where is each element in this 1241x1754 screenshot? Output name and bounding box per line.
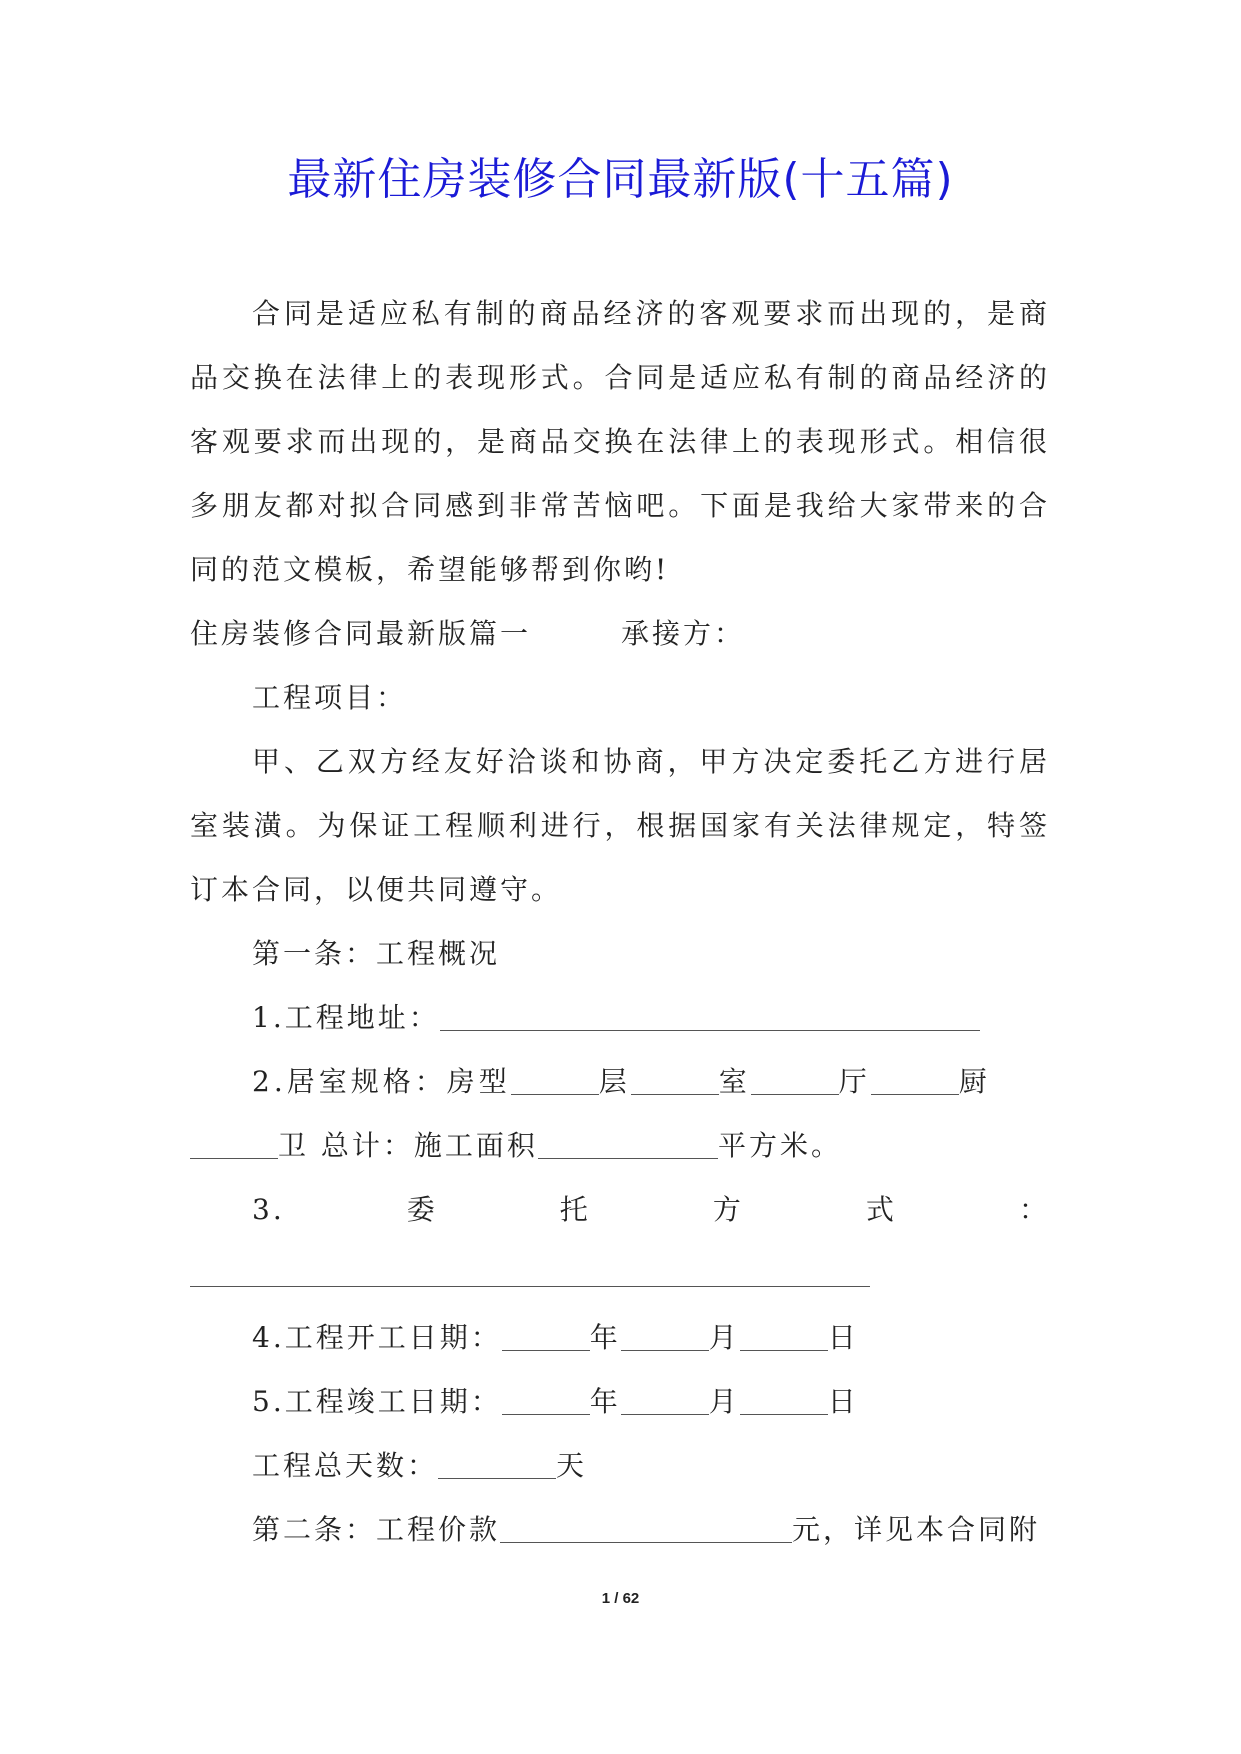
item-3-char: 委	[406, 1193, 438, 1226]
area-unit: 平方米。	[717, 1129, 842, 1162]
blank	[621, 1386, 709, 1415]
item-2-line	[190, 1050, 1050, 1114]
month-label: 月	[708, 1385, 740, 1418]
day-label: 日	[827, 1385, 859, 1418]
document-body	[190, 282, 1050, 1562]
blank	[511, 1066, 599, 1095]
item-1-label: 1.工程地址：	[252, 1001, 440, 1034]
item-2-continued	[190, 1114, 1050, 1178]
project-label: 工程项目：	[252, 681, 408, 714]
days-unit: 天	[556, 1449, 588, 1482]
year-label: 年	[589, 1385, 621, 1418]
address-blank	[440, 1002, 980, 1031]
article-2-line	[190, 1498, 1050, 1562]
year-label: 年	[589, 1321, 621, 1354]
section-heading-line	[190, 602, 1050, 666]
bath-label: 卫	[278, 1129, 310, 1162]
blank	[438, 1450, 556, 1479]
document-title: 最新住房装修合同最新版(十五篇)	[287, 154, 954, 205]
item-1-line	[190, 986, 1050, 1050]
floor-label: 层	[598, 1065, 631, 1098]
item-3-line	[190, 1178, 1050, 1242]
item-2-label: 2.居室规格：房型	[252, 1065, 511, 1098]
page-number: 1 / 62	[601, 1590, 640, 1607]
article-2-label: 第二条：工程价款	[252, 1513, 501, 1546]
hall-label: 厅	[838, 1065, 871, 1098]
blank	[740, 1386, 828, 1415]
item-4-line	[190, 1306, 1050, 1370]
room-label: 室	[718, 1065, 751, 1098]
total-days-line	[190, 1434, 1050, 1498]
item-3-char: 式	[865, 1193, 897, 1226]
blank	[871, 1066, 959, 1095]
day-label: 日	[827, 1321, 859, 1354]
contractor-label: 承接方：	[621, 617, 746, 650]
commission-method-blank	[190, 1258, 870, 1287]
item-5-line	[190, 1370, 1050, 1434]
end-date-label: 5.工程竣工日期：	[252, 1385, 502, 1418]
blank	[190, 1130, 278, 1159]
agreement-paragraph: 甲、乙双方经友好洽谈和协商，甲方决定委托乙方进行居室装潢。为保证工程顺利进行，根据国家有关法律规定，特签订本合同，以便共同遵守。	[190, 745, 1050, 906]
total-days-label: 工程总天数：	[252, 1449, 439, 1482]
kitchen-label: 厨	[958, 1065, 991, 1098]
blank	[502, 1386, 590, 1415]
item-3-colon: ：	[1018, 1193, 1050, 1226]
item-3-blank-line	[190, 1242, 1050, 1306]
month-label: 月	[708, 1321, 740, 1354]
blank	[621, 1322, 709, 1351]
total-area-label: 总计：施工面积	[320, 1129, 538, 1162]
blank	[502, 1322, 590, 1351]
price-blank	[500, 1514, 792, 1543]
blank	[751, 1066, 839, 1095]
item-3-char: 方	[712, 1193, 744, 1226]
article-2-tail: 元，详见本合同附	[792, 1513, 1041, 1546]
blank	[631, 1066, 719, 1095]
start-date-label: 4.工程开工日期：	[252, 1321, 502, 1354]
section-heading: 住房装修合同最新版篇一	[190, 617, 532, 650]
blank	[740, 1322, 828, 1351]
item-3-number: 3.	[252, 1193, 285, 1226]
area-blank	[538, 1130, 718, 1159]
article-1-heading: 第一条：工程概况	[252, 937, 501, 970]
intro-paragraph: 合同是适应私有制的商品经济的客观要求而出现的，是商品交换在法律上的表现形式。合同是适应私有制的商品经济的客观要求而出现的，是商品交换在法律上的表现形式。相信很多朋友都对拟合同感到非常苦恼吧。下面是我给大家带来的合同的范文模板，希望能够帮到你哟!	[190, 297, 1050, 586]
item-3-char: 托	[559, 1193, 591, 1226]
